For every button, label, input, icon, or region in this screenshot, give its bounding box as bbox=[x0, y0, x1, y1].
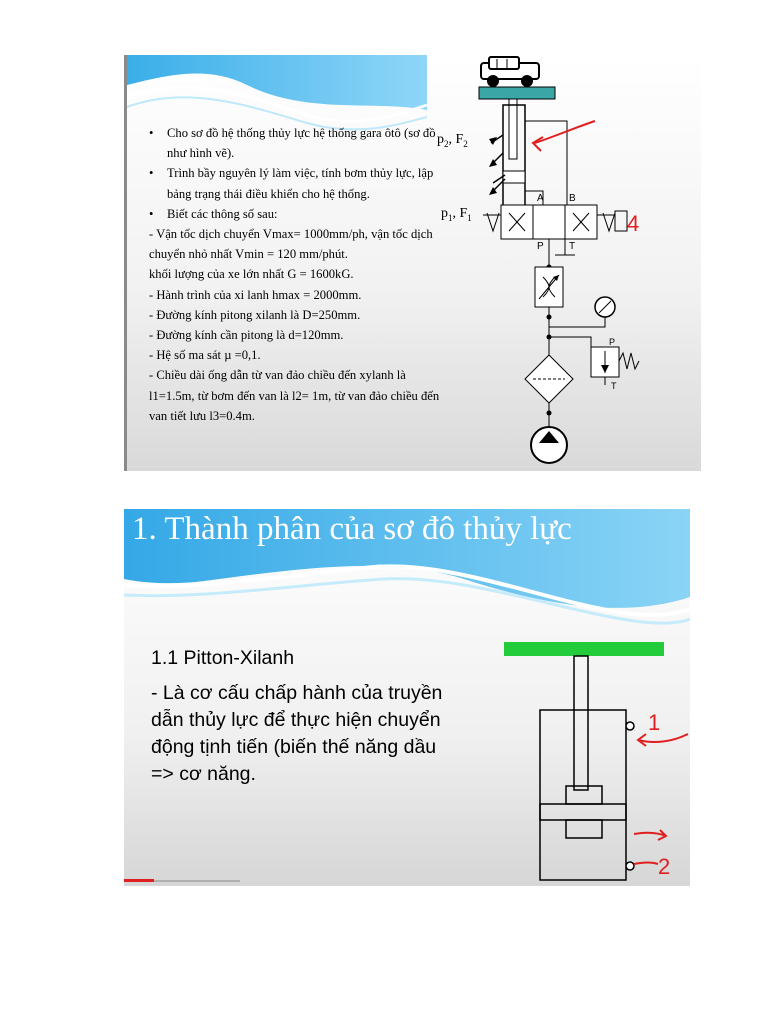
slide-2 bbox=[124, 509, 690, 886]
relief-p-label: P bbox=[609, 337, 616, 347]
statement-line: - Vận tốc dịch chuyển Vmax= 1000mm/ph, vận tốc dịch chuyển nhỏ nhất Vmin = 120 mm/phút. bbox=[149, 227, 433, 262]
statement-line: - Đường kính cần pitong là d=120mm. bbox=[149, 328, 344, 343]
piston-body bbox=[540, 804, 626, 820]
car-icon bbox=[481, 57, 539, 87]
directional-valve bbox=[483, 205, 627, 239]
progress-track bbox=[154, 880, 240, 882]
port-b-label: B bbox=[569, 193, 576, 204]
statement-line: • Trình bầy nguyên lý làm việc, tính bơm thủy lực, lập bảng trạng thái điều khiển cho hệ thống. bbox=[149, 163, 449, 203]
progress-indicator bbox=[124, 879, 154, 882]
statement-line: • Biết các thông số sau: bbox=[149, 204, 449, 224]
relief-t-label: T bbox=[611, 381, 617, 391]
label-p2f2: $p_2$, $F_2$ bbox=[437, 132, 468, 149]
piston bbox=[503, 171, 525, 183]
port-a-label: A bbox=[537, 193, 544, 204]
piston-bottom bbox=[566, 820, 602, 838]
statement-line: - Chiều dài ống dẫn từ van đảo chiều đến xylanh là l1=1.5m, từ bơm đến van là l2= 1m, từ van đảo chiều đến van tiết lưu l3=0.4m. bbox=[149, 368, 440, 423]
hydraulic-circuit-diagram bbox=[427, 55, 701, 471]
port-1 bbox=[626, 722, 634, 730]
annotation-4: 4 bbox=[627, 211, 640, 236]
problem-statement bbox=[149, 123, 449, 426]
piston-top bbox=[566, 786, 602, 804]
lift-platform bbox=[479, 87, 555, 99]
statement-line: khối lượng của xe lớn nhất G = 1600kG. bbox=[149, 267, 354, 282]
label-p1f1: $p_1$, $F_1$ bbox=[441, 206, 472, 223]
rod bbox=[574, 656, 588, 790]
platform-bar bbox=[504, 642, 664, 656]
cylinder-outline bbox=[540, 710, 626, 880]
slide-1 bbox=[124, 55, 701, 471]
cylinder-diagram bbox=[494, 634, 690, 886]
slide-body bbox=[151, 647, 451, 788]
statement-line: - Hành trình của xi lanh hmax = 2000mm. bbox=[149, 287, 362, 302]
port-t-label: T bbox=[569, 241, 576, 252]
section-paragraph: - Là cơ cấu chấp hành của truyền dẫn thủy lực để thực hiện chuyển động tịnh tiến (biến thế năng dầu => cơ năng. bbox=[151, 682, 443, 785]
section-subtitle: 1.1 Pitton-Xilanh bbox=[151, 647, 295, 669]
port-p-label: P bbox=[537, 241, 544, 252]
annotation-2: 2 bbox=[658, 854, 671, 879]
slide-title: 1. Thành phân của sơ đô thủy lực bbox=[132, 511, 572, 547]
piston-rod bbox=[509, 99, 517, 159]
statement-line: - Hệ số ma sát µ =0,1. bbox=[149, 348, 261, 363]
statement-line: - Đường kính pitong xilanh là D=250mm. bbox=[149, 307, 361, 322]
statement-line: • Cho sơ đồ hệ thống thủy lực hệ thống gara ôtô (sơ đồ như hình vẽ). bbox=[149, 123, 449, 163]
annotation-1: 1 bbox=[648, 710, 661, 735]
port-2 bbox=[626, 862, 634, 870]
